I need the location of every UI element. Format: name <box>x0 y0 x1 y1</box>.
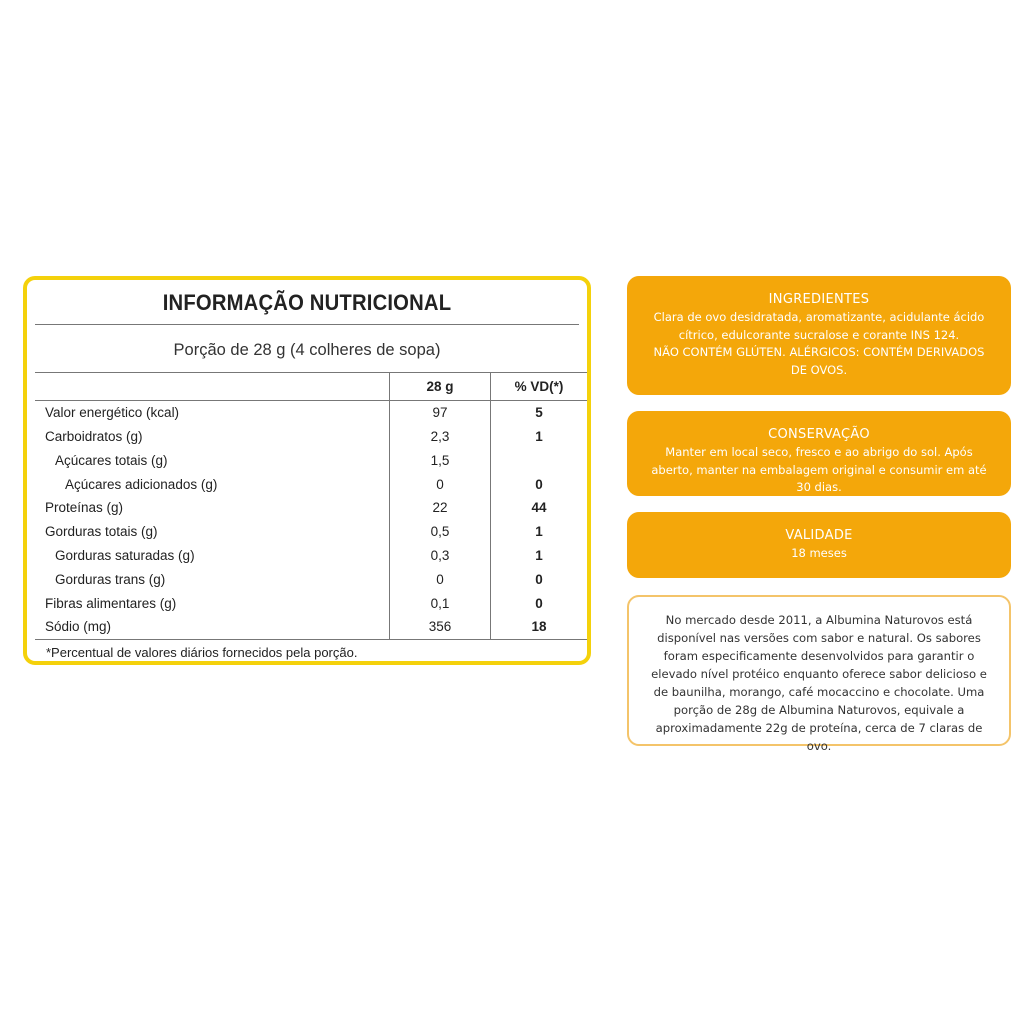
conservation-box <box>627 411 1011 496</box>
validity-text: 18 meses <box>791 546 847 560</box>
nutrient-vd: 5 <box>491 401 588 425</box>
nutrient-label: Sódio (mg) <box>35 615 390 639</box>
nutrient-amount: 0,5 <box>390 520 491 544</box>
table-row <box>35 496 587 520</box>
table-row <box>35 568 587 592</box>
nutrient-amount: 97 <box>390 401 491 425</box>
table-row <box>35 544 587 568</box>
nutrient-amount: 356 <box>390 615 491 639</box>
nutrient-vd: 0 <box>491 472 588 496</box>
about-text: No mercado desde 2011, a Albumina Naturovos está disponível nas versões com sabor e natural. Os sabores foram especificamente desenvolvidos para garantir o elevado nível protéico enquanto oferece sabor delicioso e de baunilha, morango, café mocaccino e chocolate. Uma porção de 28g de Albumina Naturovos, equivale a aproximadamente 22g de proteína, cerca de 7 claras de ovo. <box>651 613 987 753</box>
portion-size: Porção de 28 g (4 colheres de sopa) <box>173 341 441 359</box>
table-row <box>35 425 587 449</box>
nutrient-label: Fibras alimentares (g) <box>45 595 177 611</box>
nutrient-amount: 1,5 <box>390 449 491 473</box>
ingredients-heading: INGREDIENTES <box>768 292 870 307</box>
vd-footnote: *Percentual de valores diários fornecidos pela porção. <box>46 645 358 660</box>
nutrient-vd: 18 <box>491 615 588 639</box>
nutrition-table <box>35 372 587 640</box>
nutrient-vd: 0 <box>491 591 588 615</box>
ingredients-text: Clara de ovo desidratada, aromatizante, acidulante ácido cítrico, edulcorante sucralose e corante INS 124. <box>653 310 985 342</box>
allergen-warning: NÃO CONTÉM GLÚTEN. ALÉRGICOS: CONTÉM DERIVADOS DE OVOS. <box>653 345 985 377</box>
nutrition-facts-panel <box>23 276 591 665</box>
table-row <box>35 520 587 544</box>
nutrient-vd: 0 <box>491 568 588 592</box>
table-header-row <box>35 373 587 401</box>
nutrient-label: Açúcares totais (g) <box>55 452 168 468</box>
header-nutrient <box>35 373 390 401</box>
validity-heading: VALIDADE <box>785 528 853 543</box>
header-amount: 28 g <box>390 373 491 401</box>
conservation-text: Manter em local seco, fresco e ao abrigo do sol. Após aberto, manter na embalagem original e consumir em até 30 dias. <box>651 445 987 494</box>
table-row <box>35 472 587 496</box>
nutrient-vd: 44 <box>491 496 588 520</box>
nutrient-amount: 0,3 <box>390 544 491 568</box>
table-row <box>35 591 587 615</box>
nutrient-amount: 0 <box>390 472 491 496</box>
nutrient-label: Proteínas (g) <box>45 500 124 516</box>
ingredients-box <box>627 276 1011 395</box>
nutrient-label: Gorduras totais (g) <box>45 524 158 540</box>
about-box <box>627 595 1011 753</box>
table-row <box>35 401 587 425</box>
nutrient-label: Gorduras trans (g) <box>55 571 166 587</box>
nutrient-amount: 0,1 <box>390 591 491 615</box>
conservation-heading: CONSERVAÇÃO <box>768 427 870 442</box>
table-row <box>35 449 587 473</box>
nutrient-vd: 1 <box>491 520 588 544</box>
table-row <box>35 615 587 639</box>
nutrient-amount: 0 <box>390 568 491 592</box>
nutrient-amount: 22 <box>390 496 491 520</box>
nutrient-amount: 2,3 <box>390 425 491 449</box>
nutrient-vd: 1 <box>491 425 588 449</box>
nutrient-label: Açúcares adicionados (g) <box>65 476 218 492</box>
nutrient-label: Carboidratos (g) <box>45 428 143 444</box>
nutrient-label: Gorduras saturadas (g) <box>55 547 195 563</box>
nutrition-title: INFORMAÇÃO NUTRICIONAL <box>162 290 452 315</box>
nutrient-label: Valor energético (kcal) <box>45 405 180 421</box>
title-divider <box>35 324 579 325</box>
nutrient-vd <box>491 449 588 473</box>
validity-box <box>627 512 1011 578</box>
nutrient-vd: 1 <box>491 544 588 568</box>
header-vd: % VD(*) <box>491 373 588 401</box>
